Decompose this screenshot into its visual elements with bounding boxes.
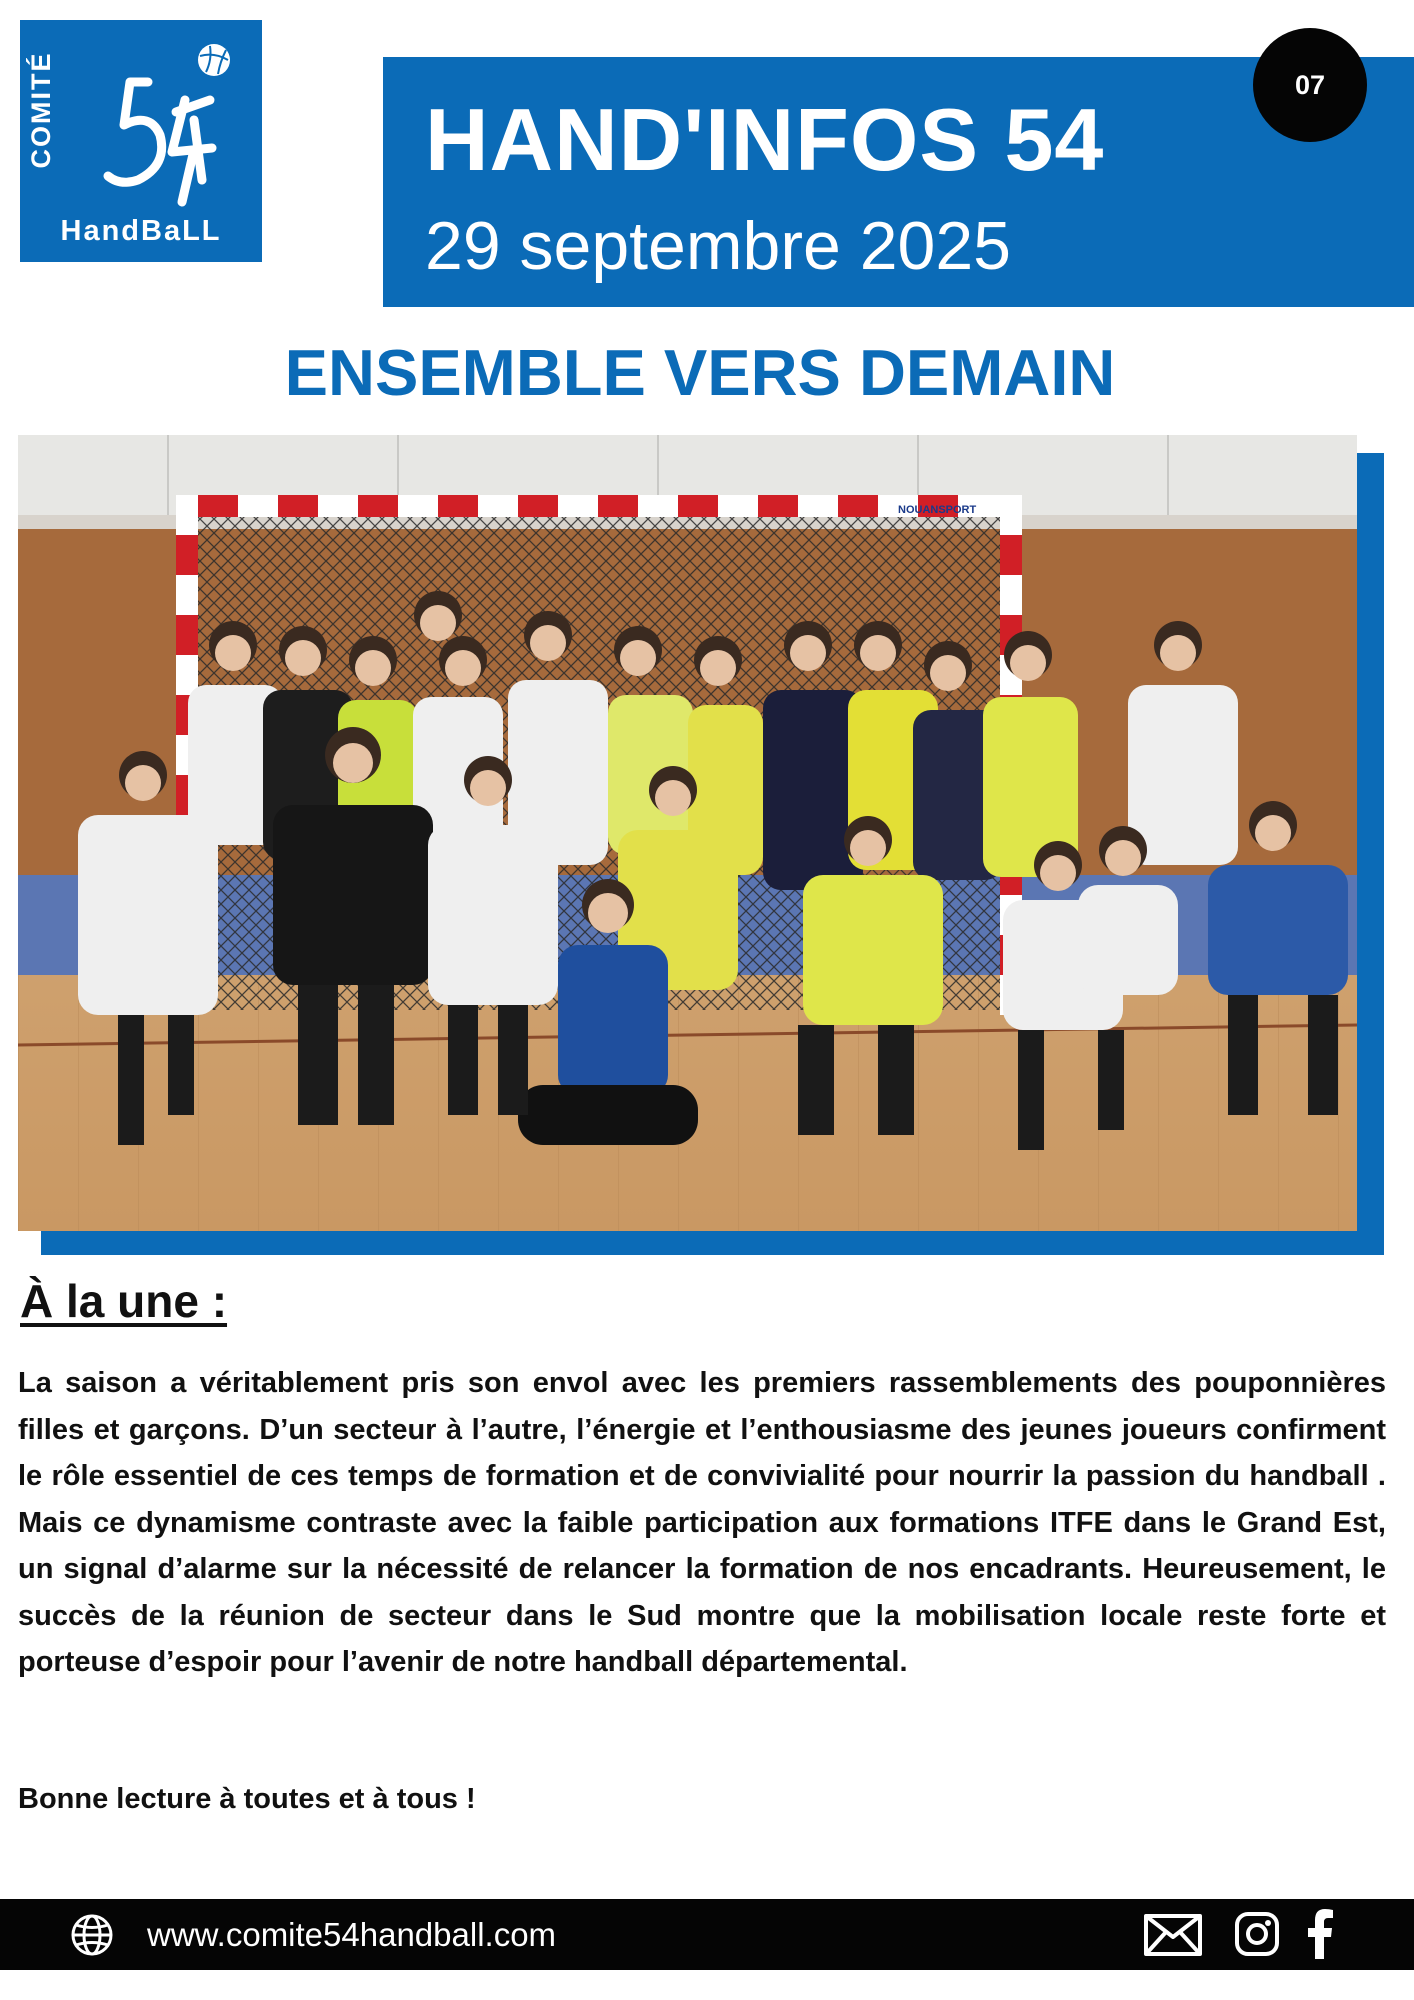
headline: ENSEMBLE VERS DEMAIN xyxy=(284,336,1116,409)
comite-logo xyxy=(20,20,262,262)
logo-comite-text: COMITÉ xyxy=(26,51,56,169)
logo-handball-text: HandBaLL xyxy=(60,215,222,247)
instagram-icon[interactable] xyxy=(1233,1910,1281,1958)
newsletter-date: 29 septembre 2025 xyxy=(425,208,1011,284)
section-heading: À la une : xyxy=(20,1275,228,1327)
footer-bar xyxy=(0,1899,1414,1970)
net-brand-label: NOUANSPORT xyxy=(898,504,977,516)
newsletter-title: HAND'INFOS 54 xyxy=(425,90,1105,189)
article-body: La saison a véritablement pris son envol avec les premiers rassemblements des pouponnières filles et garçons. D’un secteur à l’autre, l’énergie et l’enthousiasme des jeunes joueurs confirment le rôle essentiel de ces temps de formation et de convivialité pour nourrir la passion du handball . Mais ce dynamisme contraste avec la faible participation aux formations ITFE dans le Grand Est, un signal d’alarme sur la nécessité de relancer la formation de nos encadrants. Heureusement, le succès de la réunion de secteur dans le Sud montre que la mobilisation locale reste forte et porteuse d’espoir pour l’avenir de notre handball départemental. xyxy=(18,1367,1386,1678)
globe-icon[interactable] xyxy=(70,1913,114,1957)
page-number-badge: 07 xyxy=(1253,28,1367,142)
closing-line: Bonne lecture à toutes et à tous ! xyxy=(18,1783,476,1815)
facebook-icon[interactable] xyxy=(1305,1909,1335,1959)
logo-54-figure xyxy=(90,30,250,210)
website-link[interactable]: www.comite54handball.com xyxy=(147,1916,557,1953)
mail-icon[interactable] xyxy=(1143,1913,1203,1957)
team-photo xyxy=(18,435,1357,1231)
